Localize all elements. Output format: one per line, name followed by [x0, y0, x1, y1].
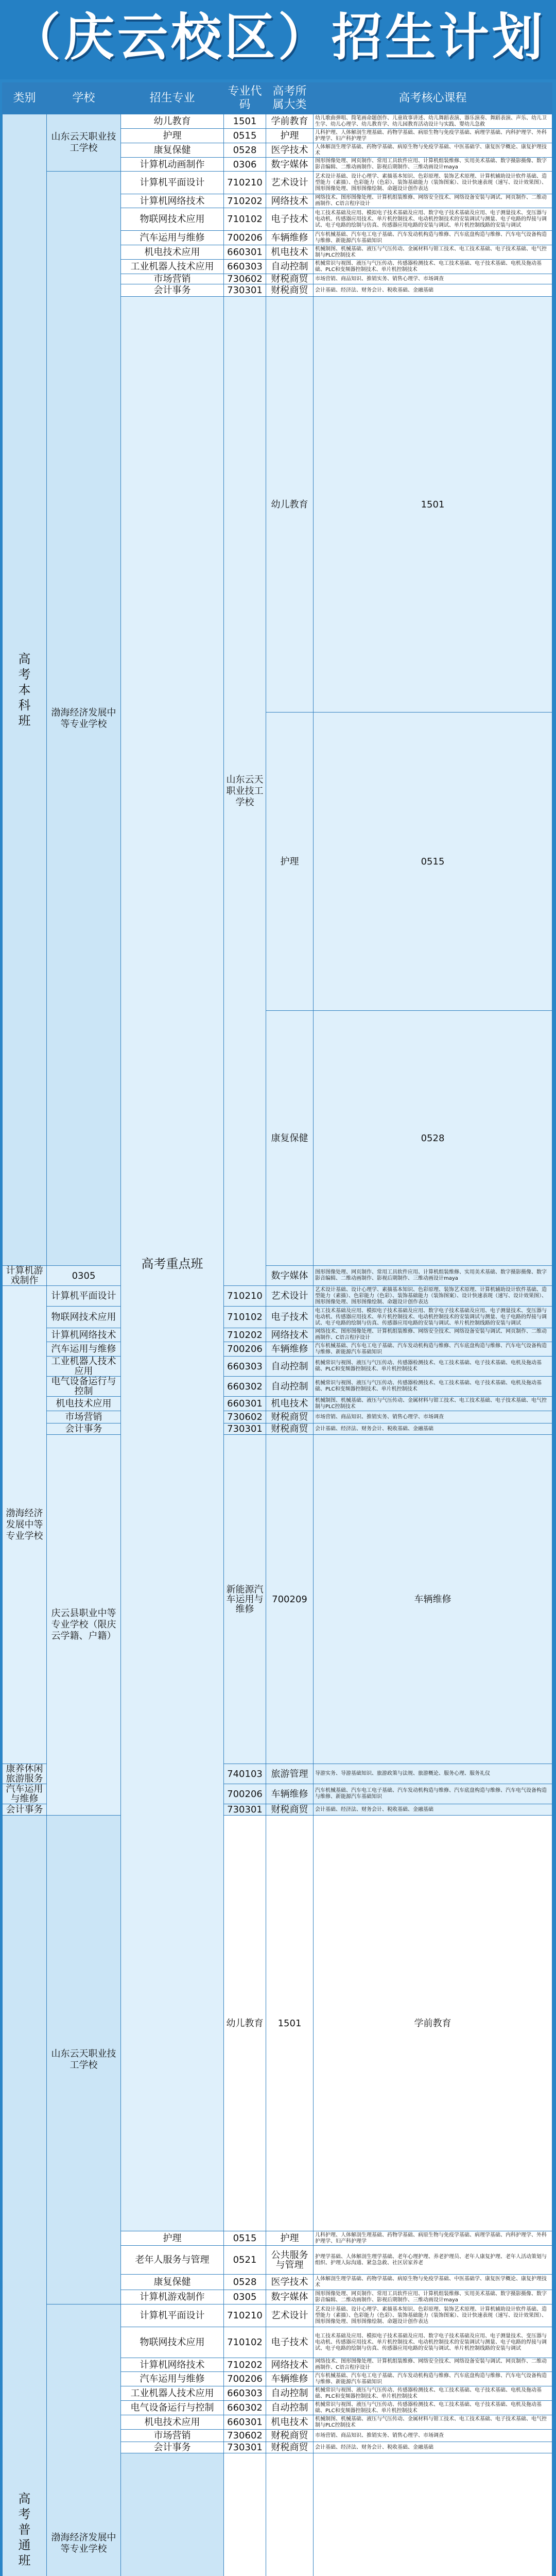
major-cell: 汽车运用与维修	[121, 231, 224, 245]
code-cell: 710202	[224, 2358, 266, 2372]
code-cell: 740103	[224, 1764, 266, 1784]
title-banner	[0, 0, 556, 79]
exam-type-cell: 网络技术	[266, 194, 314, 208]
major-cell: 计算机网络技术	[121, 194, 224, 208]
major-cell: 康复保健	[121, 143, 224, 158]
major-cell: 物联网技术应用	[47, 1307, 121, 1328]
table-row	[3, 1435, 552, 1764]
code-cell: 660303	[224, 260, 266, 274]
exam-type-cell: 机电技术	[266, 2415, 314, 2430]
code-cell	[266, 2453, 314, 2576]
code-cell: 700206	[224, 1784, 266, 1804]
major-cell: 计算机游戏制作	[121, 2290, 224, 2304]
header-major: 招生专业	[121, 83, 224, 114]
core-course-cell: 儿科护理、人体解剖生理基础、药物学基础、病原生物与免疫学基础、病理学基础、内科护理学、外科护理学、妇产科护理学	[314, 129, 552, 143]
exam-type-cell	[314, 2453, 552, 2576]
major-cell: 幼儿教育	[121, 114, 224, 129]
core-course-cell: 汽车机械基础、汽车电工电子基础、汽车发动机构造与维修、汽车底盘构造与维修、汽车电气设备构造与维修、新能源汽车基础知识	[314, 231, 552, 245]
core-course-cell: 网络技术、图形图像处理、计算机组装维修、网络安全技术、网络设备安装与调试、网页制作、二维动画制作、C语言程序设计	[314, 194, 552, 208]
exam-type-cell: 网络技术	[266, 1328, 314, 1342]
table-row	[3, 1377, 552, 1397]
major-cell: 会计事务	[47, 1423, 121, 1435]
table-row	[3, 172, 552, 194]
table-row	[3, 1357, 552, 1377]
core-course-cell: 机械常识与视图、液压与气压传动、传感器检测技术、电工技术基础、电子技术基础、电机及拖动基础、PLC和变频器控制技术、单片机控制技术	[314, 1377, 552, 1397]
major-cell: 物联网技术应用	[121, 208, 224, 231]
code-cell: 730301	[224, 1423, 266, 1435]
core-course-cell: 导游实务、导游基础知识、旅游政策与法规、旅游概论、服务心理、服务礼仪	[314, 1764, 552, 1784]
exam-type-cell: 机电技术	[266, 1397, 314, 1411]
major-cell: 康养休闲旅游服务	[3, 1764, 47, 1784]
table-row	[3, 1816, 552, 2231]
major-cell: 机电技术应用	[121, 2415, 224, 2430]
header-category: 类别	[3, 83, 47, 114]
core-course-cell: 儿科护理、人体解剖生理基础、药物学基础、病原生物与免疫学基础、病理学基础、内科护理学、外科护理学、妇产科护理学	[314, 2231, 552, 2246]
code-cell: 0528	[314, 1011, 552, 1266]
major-cell: 计算机平面设计	[121, 2304, 224, 2327]
core-course-cell: 网络技术、图形图像处理、计算机组装维修、网络安全技术、网络设备安装与调试、网页制作、二维动画制作、C语言程序设计	[314, 1328, 552, 1342]
school-cell: 山东云天职业技工学校	[47, 114, 121, 172]
major-cell: 市场营销	[47, 1411, 121, 1423]
major-cell: 计算机网络技术	[47, 1328, 121, 1342]
code-cell: 700209	[266, 1435, 314, 1764]
exam-type-cell: 电子技术	[266, 1307, 314, 1328]
exam-type-cell: 车辆维修	[266, 1784, 314, 1804]
core-course-cell: 市场营销、商品知识、推销实务、销售心理学、市场调查	[314, 274, 552, 284]
code-cell: 0305	[224, 2290, 266, 2304]
exam-type-cell: 艺术设计	[266, 2304, 314, 2327]
major-cell: 电气设备运行与控制	[121, 2401, 224, 2415]
exam-type-cell: 财税商贸	[266, 1411, 314, 1423]
major-cell: 计算机游戏制作	[3, 1266, 47, 1286]
major-cell: 机电技术应用	[47, 1397, 121, 1411]
exam-type-cell: 机电技术	[266, 245, 314, 260]
core-course-cell: 机械常识与视图、液压与气压传动、传感器检测技术、电工技术基础、电子技术基础、电机及拖动基础、PLC和变频器控制技术、单片机控制技术	[314, 2401, 552, 2415]
major-cell: 会计事务	[121, 2442, 224, 2453]
core-course-cell: 护理学基础、人体解剖生理学基础、老年心理护理、养老护理员、老年人康复护理、老年人活动策划与组织、护理人际沟通、紧急急救、社区居家养老	[314, 2246, 552, 2275]
code-cell: 710210	[224, 172, 266, 194]
exam-type-cell: 财税商贸	[266, 284, 314, 297]
category-cell: 高考重点班	[121, 297, 224, 2231]
core-course-cell: 会计基础、经济法、财务会计、税收基础、金融基础	[314, 284, 552, 297]
major-cell: 老年人服务与管理	[121, 2246, 224, 2275]
exam-type-cell: 旅游管理	[266, 1764, 314, 1784]
core-course-cell: 人体解剖生理学基础、药物学基础、病原生物与免疫学基础、中医基础学、康复医学概论、康复护理技术	[314, 143, 552, 158]
core-course-cell: 机械常识与视图、液压与气压传动、传感器检测技术、电工技术基础、电子技术基础、电机及拖动基础、PLC和变频器控制技术、单片机控制技术	[314, 260, 552, 274]
code-cell: 1501	[224, 114, 266, 129]
school-cell: 山东云天职业技工学校	[47, 1816, 121, 2304]
core-course-cell: 幼儿歌曲弹唱、简笔画命题创作、儿童故事讲述、幼儿舞蹈表演、器乐演奏、舞蹈表演、声乐、幼儿卫生学、幼儿心理学、幼儿教育学、幼儿园教育活动设计与实践、婴幼儿急救	[314, 114, 552, 129]
category-cell: 高考本科班	[3, 114, 47, 1266]
code-cell: 730301	[224, 2442, 266, 2453]
exam-type-cell: 车辆维修	[266, 231, 314, 245]
major-cell: 康复保健	[266, 1011, 314, 1266]
major-cell: 计算机动画制作	[121, 158, 224, 172]
school-cell: 渤海经济发展中等专业学校	[47, 2304, 121, 2576]
exam-type-cell: 财税商贸	[266, 274, 314, 284]
major-cell: 汽车运用与维修	[47, 1342, 121, 1357]
core-course-cell: 会计基础、经济法、财务会计、税收基础、金融基础	[314, 2442, 552, 2453]
code-cell: 660301	[224, 1397, 266, 1411]
code-cell: 660303	[224, 1357, 266, 1377]
code-cell: 700206	[224, 1342, 266, 1357]
core-course-cell: 电工技术基础及应用、模拟电子技术基础及应用、数字电子技术基础及应用、电子测量技术、变压器与电动机、传感器应用技术、单片机控制技术、电动机控制技术的安装调试与测量、电子电路的焊接与调试、电子电路的绘制与仿真、传感器应用电路的安装与调试、单片机控制线路的安装与调试	[314, 2327, 552, 2358]
code-cell: 710210	[224, 2304, 266, 2327]
exam-type-cell: 公共服务与管理	[266, 2246, 314, 2275]
table-body	[3, 114, 552, 2576]
major-cell: 计算机网络技术	[121, 2358, 224, 2372]
exam-type-cell: 数字媒体	[266, 158, 314, 172]
major-cell	[224, 2453, 266, 2576]
core-course-cell: 汽车机械基础、汽车电工电子基础、汽车发动机构造与维修、汽车底盘构造与维修、汽车电气设备构造与维修、新能源汽车基础知识	[314, 1784, 552, 1804]
major-cell: 会计事务	[121, 284, 224, 297]
major-cell: 会计事务	[3, 1804, 47, 1816]
code-cell: 0515	[314, 713, 552, 1011]
core-course-cell: 会计基础、经济法、财务会计、税收基础、金融基础	[314, 1804, 552, 1816]
exam-type-cell: 自动控制	[266, 2386, 314, 2401]
school-cell: 渤海经济发展中等专业学校	[47, 172, 121, 1266]
exam-type-cell: 财税商贸	[266, 2442, 314, 2453]
exam-type-cell: 自动控制	[266, 1377, 314, 1397]
core-course-cell: 机械制图、机械基础、液压与气压传动、金属材料与钳工技术、电工技术基础、电子技术基础、电气控制与PLC控制技术	[314, 1397, 552, 1411]
code-cell: 0528	[224, 143, 266, 158]
exam-type-cell: 学前教育	[266, 114, 314, 129]
code-cell: 710102	[224, 208, 266, 231]
exam-type-cell: 车辆维修	[266, 1342, 314, 1357]
code-cell: 730602	[224, 274, 266, 284]
table-row	[3, 1286, 552, 1307]
exam-type-cell: 护理	[266, 2231, 314, 2246]
header-school: 学校	[47, 83, 121, 114]
page-title: （庆云校区）招生计划	[0, 4, 556, 71]
core-course-cell: 图形图像处理、网页制作、常用工具软件应用、计算机组装维修、实用美术基础、数字摄影摄像、数字影音编辑、二维动画制作、影视后期制作、三维动画设计maya	[314, 158, 552, 172]
enrollment-plan-table	[2, 82, 552, 2576]
school-cell: 山东云天职业技工学校	[224, 297, 266, 1286]
code-cell: 700206	[224, 2372, 266, 2386]
code-cell: 730602	[224, 2430, 266, 2442]
major-cell: 市场营销	[121, 2430, 224, 2442]
code-cell: 1501	[314, 297, 552, 713]
table-row	[3, 1423, 552, 1435]
table-row	[3, 1342, 552, 1357]
major-cell: 幼儿教育	[266, 297, 314, 713]
major-cell: 工业机器人技术应用	[121, 2386, 224, 2401]
header-exam-type: 高考所属大类	[266, 83, 314, 114]
exam-type-cell: 财税商贸	[266, 1423, 314, 1435]
code-cell: 1501	[266, 1816, 314, 2231]
major-cell: 护理	[121, 129, 224, 143]
code-cell: 710202	[224, 1328, 266, 1342]
code-cell: 710210	[224, 1286, 266, 1307]
exam-type-cell: 车辆维修	[314, 1435, 552, 1764]
code-cell: 710102	[224, 1307, 266, 1328]
code-cell: 0521	[224, 2246, 266, 2275]
exam-type-cell: 电子技术	[266, 2327, 314, 2358]
major-cell: 汽车运用与维修	[3, 1784, 47, 1804]
code-cell: 0306	[224, 158, 266, 172]
table-header-row	[3, 83, 552, 114]
code-cell: 0305	[47, 1266, 121, 1286]
major-cell: 工业机器人技术应用	[121, 260, 224, 274]
core-course-cell: 汽车机械基础、汽车电工电子基础、汽车发动机构造与维修、汽车底盘构造与维修、汽车电气设备构造与维修、新能源汽车基础知识	[314, 1342, 552, 1357]
core-course-cell: 网络技术、图形图像处理、计算机组装维修、网络安全技术、网络设备安装与调试、网页制作、二维动画制作、C语言程序设计	[314, 2358, 552, 2372]
major-cell: 汽车运用与维修	[121, 2372, 224, 2386]
header-core-courses: 高考核心课程	[314, 83, 552, 114]
table-row	[3, 114, 552, 129]
exam-type-cell: 财税商贸	[266, 1804, 314, 1816]
exam-type-cell: 自动控制	[266, 1357, 314, 1377]
core-course-cell: 图形图像处理、网页制作、常用工具软件应用、计算机组装维修、实用美术基础、数字摄影摄像、数字影音编辑、二维动画制作、影视后期制作、三维动画设计maya	[314, 1266, 552, 1286]
major-cell: 物联网技术应用	[121, 2327, 224, 2358]
table-row	[3, 1328, 552, 1342]
major-cell: 康复保健	[121, 2275, 224, 2290]
exam-type-cell: 自动控制	[266, 2401, 314, 2415]
core-course-cell: 艺术设计基础、设计心理学、素描基本知识、色彩原理、装饰艺术原理、计算机辅助设计软件基础、造型能力（素描）、色彩能力（色彩）、装饰基础能力（装饰图案）、设计快速表现（速写、设计效果图）、图形图像处理、图形图像绘制、命题设计创作表达	[314, 2304, 552, 2327]
exam-type-cell: 车辆维修	[266, 2372, 314, 2386]
exam-type-cell: 医学技术	[266, 143, 314, 158]
exam-type-cell: 自动控制	[266, 260, 314, 274]
code-cell: 660303	[224, 2386, 266, 2401]
major-cell: 机电技术应用	[121, 245, 224, 260]
code-cell: 0515	[224, 129, 266, 143]
table-row	[3, 1266, 552, 1286]
exam-type-cell: 网络技术	[266, 2358, 314, 2372]
code-cell: 0528	[224, 2275, 266, 2290]
code-cell: 660302	[224, 2401, 266, 2415]
code-cell: 730301	[224, 284, 266, 297]
code-cell: 0515	[224, 2231, 266, 2246]
code-cell: 710102	[224, 2327, 266, 2358]
core-course-cell: 图形图像处理、网页制作、常用工具软件应用、计算机组装维修、实用美术基础、数字摄影摄像、数字影音编辑、二维动画制作、影视后期制作、三维动画设计maya	[314, 2290, 552, 2304]
major-cell: 计算机平面设计	[47, 1286, 121, 1307]
core-course-cell: 会计基础、经济法、财务会计、税收基础、金融基础	[314, 1423, 552, 1435]
core-course-cell: 电工技术基础及应用、模拟电子技术基础及应用、数字电子技术基础及应用、电子测量技术、变压器与电动机、传感器应用技术、单片机控制技术、电动机控制技术的安装调试与测量、电子电路的焊接与调试、电子电路的绘制与仿真、传感器应用电路的安装与调试、单片机控制线路的安装与调试	[314, 208, 552, 231]
code-cell: 660302	[224, 1377, 266, 1397]
major-cell: 幼儿教育	[224, 1816, 266, 2231]
core-course-cell: 机械制图、机械基础、液压与气压传动、金属材料与钳工技术、电工技术基础、电子技术基础、电气控制与PLC控制技术	[314, 2415, 552, 2430]
core-course-cell: 电工技术基础及应用、模拟电子技术基础及应用、数字电子技术基础及应用、电子测量技术、变压器与电动机、传感器应用技术、单片机控制技术、电动机控制技术的安装调试与测量、电子电路的焊接与调试、电子电路的绘制与仿真、传感器应用电路的安装与调试、单片机控制线路的安装与调试	[314, 1307, 552, 1328]
header-code: 专业代码	[224, 83, 266, 114]
exam-type-cell: 电子技术	[266, 208, 314, 231]
code-cell: 660301	[224, 245, 266, 260]
exam-type-cell: 艺术设计	[266, 172, 314, 194]
table-row	[3, 1397, 552, 1411]
code-cell: 700206	[224, 231, 266, 245]
school-cell	[121, 2453, 224, 2576]
category-cell: 高考普通班	[3, 1816, 47, 2576]
code-cell: 730602	[224, 1411, 266, 1423]
exam-type-cell: 数字媒体	[266, 1266, 314, 1286]
school-cell: 渤海经济发展中等专业学校	[3, 1286, 47, 1764]
code-cell: 660301	[224, 2415, 266, 2430]
table-row	[3, 1411, 552, 1423]
table-row	[3, 1307, 552, 1328]
exam-type-cell: 医学技术	[266, 2275, 314, 2290]
code-cell: 730301	[224, 1804, 266, 1816]
core-course-cell: 机械常识与视图、液压与气压传动、传感器检测技术、电工技术基础、电子技术基础、电机及拖动基础、PLC和变频器控制技术、单片机控制技术	[314, 2386, 552, 2401]
major-cell: 工业机器人技术应用	[47, 1357, 121, 1377]
core-course-cell: 艺术设计基础、设计心理学、素描基本知识、色彩原理、装饰艺术原理、计算机辅助设计软件基础、造型能力（素描）、色彩能力（色彩）、装饰基础能力（装饰图案）、设计快速表现（速写、设计效果图）、图形图像处理、图形图像绘制、命题设计创作表达	[314, 1286, 552, 1307]
exam-type-cell: 学前教育	[314, 1816, 552, 2231]
core-course-cell: 市场营销、商品知识、推销实务、销售心理学、市场调查	[314, 1411, 552, 1423]
core-course-cell: 汽车机械基础、汽车电工电子基础、汽车发动机构造与维修、汽车底盘构造与维修、汽车电气设备构造与维修、新能源汽车基础知识	[314, 2372, 552, 2386]
major-cell: 护理	[121, 2231, 224, 2246]
core-course-cell: 艺术设计基础、设计心理学、素描基本知识、色彩原理、装饰艺术原理、计算机辅助设计软件基础、造型能力（素描）、色彩能力（色彩）、装饰基础能力（装饰图案）、设计快速表现（速写、设计效果图）、图形图像处理、图形图像绘制、命题设计创作表达	[314, 172, 552, 194]
code-cell: 710202	[224, 194, 266, 208]
exam-type-cell: 护理	[266, 129, 314, 143]
core-course-cell: 机械常识与视图、液压与气压传动、传感器检测技术、电工技术基础、电子技术基础、电机及拖动基础、PLC和变频器控制技术、单片机控制技术	[314, 1357, 552, 1377]
exam-type-cell: 数字媒体	[266, 2290, 314, 2304]
major-cell: 计算机平面设计	[121, 172, 224, 194]
major-cell: 市场营销	[121, 274, 224, 284]
table-row	[3, 2304, 552, 2327]
core-course-cell: 机械制图、机械基础、液压与气压传动、金属材料与钳工技术、电工技术基础、电子技术基础、电气控制与PLC控制技术	[314, 245, 552, 260]
major-cell: 护理	[266, 713, 314, 1011]
core-course-cell: 人体解剖生理学基础、药物学基础、病原生物与免疫学基础、中医基础学、康复医学概论、康复护理技术	[314, 2275, 552, 2290]
major-cell: 电气设备运行与控制	[47, 1377, 121, 1397]
school-cell: 庆云县职业中等专业学校（限庆云学籍、户籍）	[47, 1435, 121, 1816]
major-cell: 新能源汽车运用与维修	[224, 1435, 266, 1764]
exam-type-cell: 财税商贸	[266, 2430, 314, 2442]
core-course-cell: 市场营销、商品知识、推销实务、销售心理学、市场调查	[314, 2430, 552, 2442]
exam-type-cell: 艺术设计	[266, 1286, 314, 1307]
